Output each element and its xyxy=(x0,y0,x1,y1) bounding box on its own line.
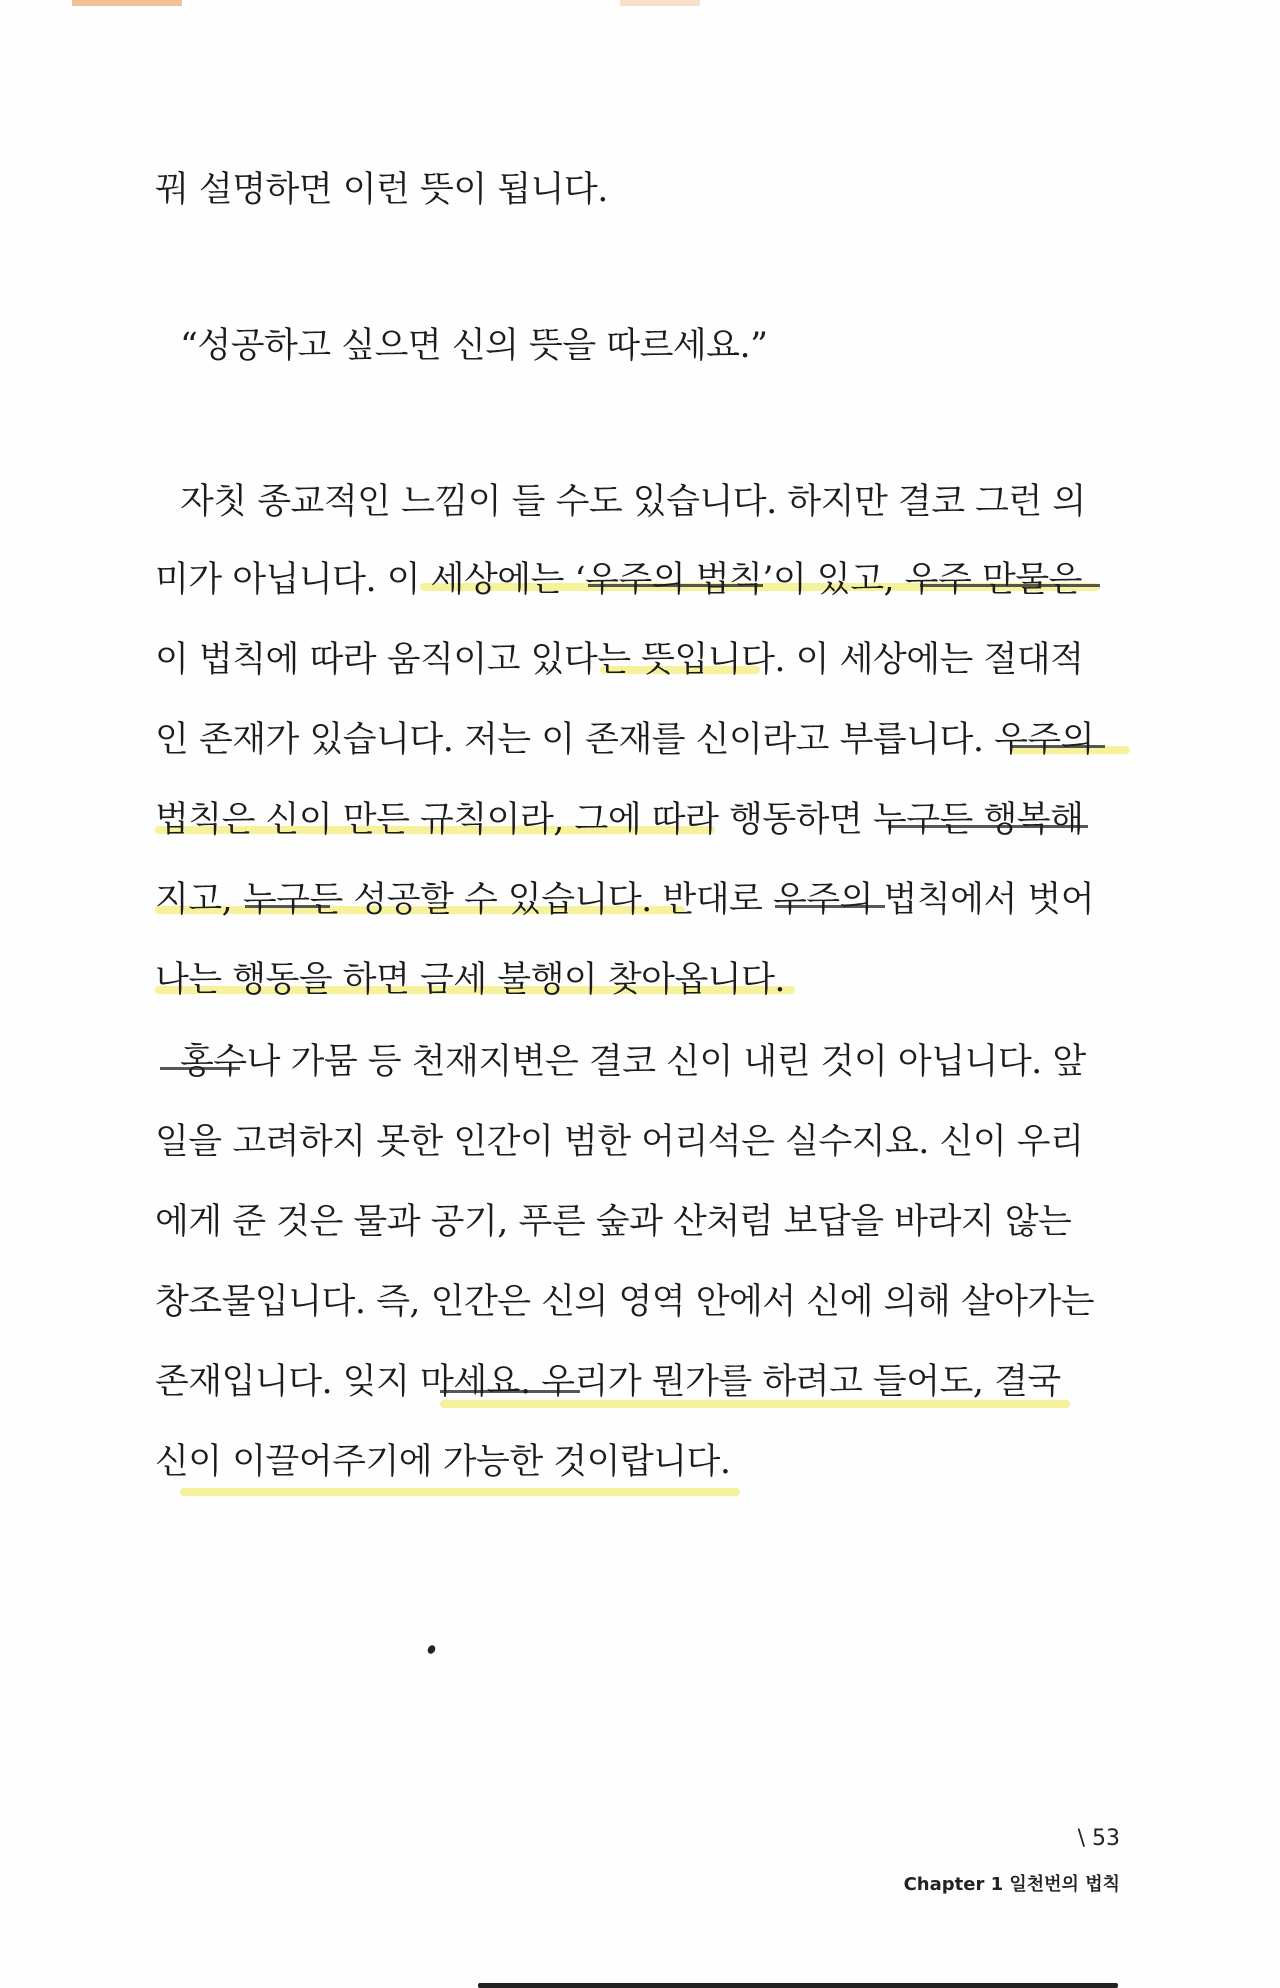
page-number: \ 53 xyxy=(1077,1826,1120,1851)
highlight-stroke xyxy=(180,1488,740,1496)
text-line-15: 신이 이끌어주기에 가능한 것이랍니다. xyxy=(155,1442,731,1482)
text-line-4: 미가 아닙니다. 이 세상에는 ‘우주의 법칙’이 있고, 우주 만물은 xyxy=(155,560,1082,600)
text-line-12: 에게 준 것은 물과 공기, 푸른 숲과 산처럼 보답을 바라지 않는 xyxy=(155,1202,1072,1242)
text-line-6: 인 존재가 있습니다. 저는 이 존재를 신이라고 부릅니다. 우주의 xyxy=(155,720,1095,760)
bottom-edge-bar xyxy=(478,1983,1118,1988)
text-line-9: 나는 행동을 하면 금세 불행이 찾아옵니다. xyxy=(155,960,786,1000)
text-line-3: 자칫 종교적인 느낌이 들 수도 있습니다. 하지만 결코 그런 의 xyxy=(180,482,1086,522)
text-line-11: 일을 고려하지 못한 인간이 범한 어리석은 실수지요. 신이 우리 xyxy=(155,1122,1084,1162)
text-line-13: 창조물입니다. 즉, 인간은 신의 영역 안에서 신에 의해 살아가는 xyxy=(155,1282,1095,1322)
top-edge-mark-left xyxy=(72,0,182,6)
text-line-10: 홍수나 가뭄 등 천재지변은 결코 신이 내린 것이 아닙니다. 앞 xyxy=(180,1042,1086,1082)
top-edge-mark-mid xyxy=(620,0,700,6)
text-line-8: 지고, 누구든 성공할 수 있습니다. 반대로 우주의 법칙에서 벗어 xyxy=(155,880,1095,920)
text-line-7: 법칙은 신이 만든 규칙이라, 그에 따라 행동하면 누구든 행복해 xyxy=(155,800,1084,840)
quote-line: “성공하고 싶으면 신의 뜻을 따르세요.” xyxy=(180,326,768,366)
ink-mark xyxy=(426,1644,437,1655)
text-line-5: 이 법칙에 따라 움직이고 있다는 뜻입니다. 이 세상에는 절대적 xyxy=(155,640,1084,680)
chapter-label: Chapter 1 일천번의 법칙 xyxy=(903,1874,1120,1895)
text-line-14: 존재입니다. 잊지 마세요. 우리가 뭔가를 하려고 들어도, 결국 xyxy=(155,1362,1061,1402)
text-line-1: 꿔 설명하면 이런 뜻이 됩니다. xyxy=(155,170,608,210)
